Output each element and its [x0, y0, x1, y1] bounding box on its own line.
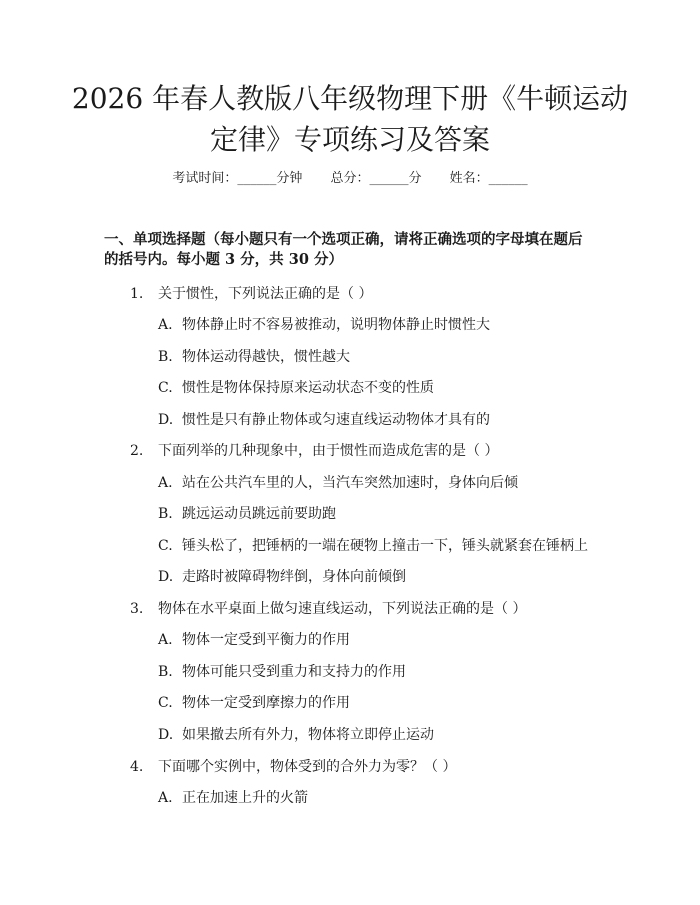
- option-text: 站在公共汽车里的人，当汽车突然加速时，身体向后倾: [182, 475, 518, 491]
- option-text: 物体一定受到摩擦力的作用: [182, 695, 350, 711]
- section-heading: 一、单项选择题（每小题只有一个选项正确，请将正确选项的字母填在题后的括号内。每小题 3 分，共 30 分）: [104, 231, 583, 268]
- question-1-option-b[interactable]: [158, 347, 350, 367]
- time-blank[interactable]: ______: [237, 171, 277, 186]
- option-label: B.: [158, 349, 173, 365]
- score-unit: 分: [408, 171, 422, 186]
- question-text: 下面列举的几种现象中，由于惯性而造成危害的是（ ）: [158, 443, 499, 459]
- option-label: A.: [158, 317, 173, 333]
- exam-info-line: [0, 169, 700, 189]
- question-text: 下面哪个实例中，物体受到的合外力为零？（ ）: [158, 759, 457, 775]
- total-score: [330, 171, 421, 186]
- option-label: C.: [158, 538, 173, 554]
- name-blank[interactable]: ______: [488, 171, 528, 186]
- option-label: D.: [158, 569, 174, 585]
- title-line-1: 2026 年春人教版八年级物理下册《牛顿运动: [71, 82, 629, 115]
- question-3: [130, 599, 526, 619]
- option-label: C.: [158, 695, 173, 711]
- exam-time: [172, 171, 302, 186]
- option-label: A.: [158, 790, 173, 806]
- question-1-option-c[interactable]: [158, 378, 434, 398]
- question-text: 关于惯性，下列说法正确的是（ ）: [158, 286, 373, 302]
- option-label: B.: [158, 664, 173, 680]
- score-label: 总分：: [330, 171, 370, 186]
- question-number: 2.: [130, 443, 144, 459]
- option-text: 如果撤去所有外力，物体将立即停止运动: [182, 727, 434, 743]
- document-title: [0, 78, 700, 160]
- option-text: 走路时被障碍物绊倒，身体向前倾倒: [182, 569, 406, 585]
- question-1-option-d[interactable]: [158, 410, 490, 430]
- question-3-option-c[interactable]: [158, 693, 350, 713]
- question-number: 3.: [130, 601, 144, 617]
- name-label: 姓名：: [449, 171, 489, 186]
- question-2-option-c[interactable]: [158, 536, 588, 556]
- option-label: A.: [158, 475, 173, 491]
- option-text: 物体一定受到平衡力的作用: [182, 632, 350, 648]
- option-label: D.: [158, 727, 174, 743]
- time-label: 考试时间：: [172, 171, 238, 186]
- score-blank[interactable]: ______: [369, 171, 409, 186]
- question-2: [130, 441, 498, 461]
- option-label: D.: [158, 412, 174, 428]
- question-text: 物体在水平桌面上做匀速直线运动，下列说法正确的是（ ）: [158, 601, 527, 617]
- question-number: 4.: [130, 759, 144, 775]
- title-line-2: 定律》专项练习及答案: [209, 123, 490, 156]
- question-2-option-a[interactable]: [158, 473, 518, 493]
- option-text: 惯性是物体保持原来运动状态不变的性质: [182, 380, 434, 396]
- option-label: A.: [158, 632, 173, 648]
- question-4: [130, 757, 456, 777]
- option-text: 正在加速上升的火箭: [182, 790, 308, 806]
- option-text: 物体静止时不容易被推动，说明物体静止时惯性大: [182, 317, 490, 333]
- option-text: 物体运动得越快，惯性越大: [182, 349, 350, 365]
- question-1: [130, 284, 372, 304]
- question-4-option-a[interactable]: [158, 788, 308, 808]
- option-text: 物体可能只受到重力和支持力的作用: [182, 664, 406, 680]
- question-3-option-b[interactable]: [158, 662, 406, 682]
- question-3-option-d[interactable]: [158, 725, 434, 745]
- question-2-option-d[interactable]: [158, 567, 406, 587]
- time-unit: 分钟: [276, 171, 303, 186]
- option-label: B.: [158, 506, 173, 522]
- option-text: 锤头松了，把锤柄的一端在硬物上撞击一下，锤头就紧套在锤柄上: [182, 538, 588, 554]
- option-text: 惯性是只有静止物体或匀速直线运动物体才具有的: [182, 412, 490, 428]
- option-label: C.: [158, 380, 173, 396]
- question-1-option-a[interactable]: [158, 315, 490, 335]
- option-text: 跳远运动员跳远前要助跑: [182, 506, 336, 522]
- student-name: [450, 171, 528, 186]
- question-2-option-b[interactable]: [158, 504, 336, 524]
- question-number: 1.: [130, 286, 144, 302]
- question-3-option-a[interactable]: [158, 630, 350, 650]
